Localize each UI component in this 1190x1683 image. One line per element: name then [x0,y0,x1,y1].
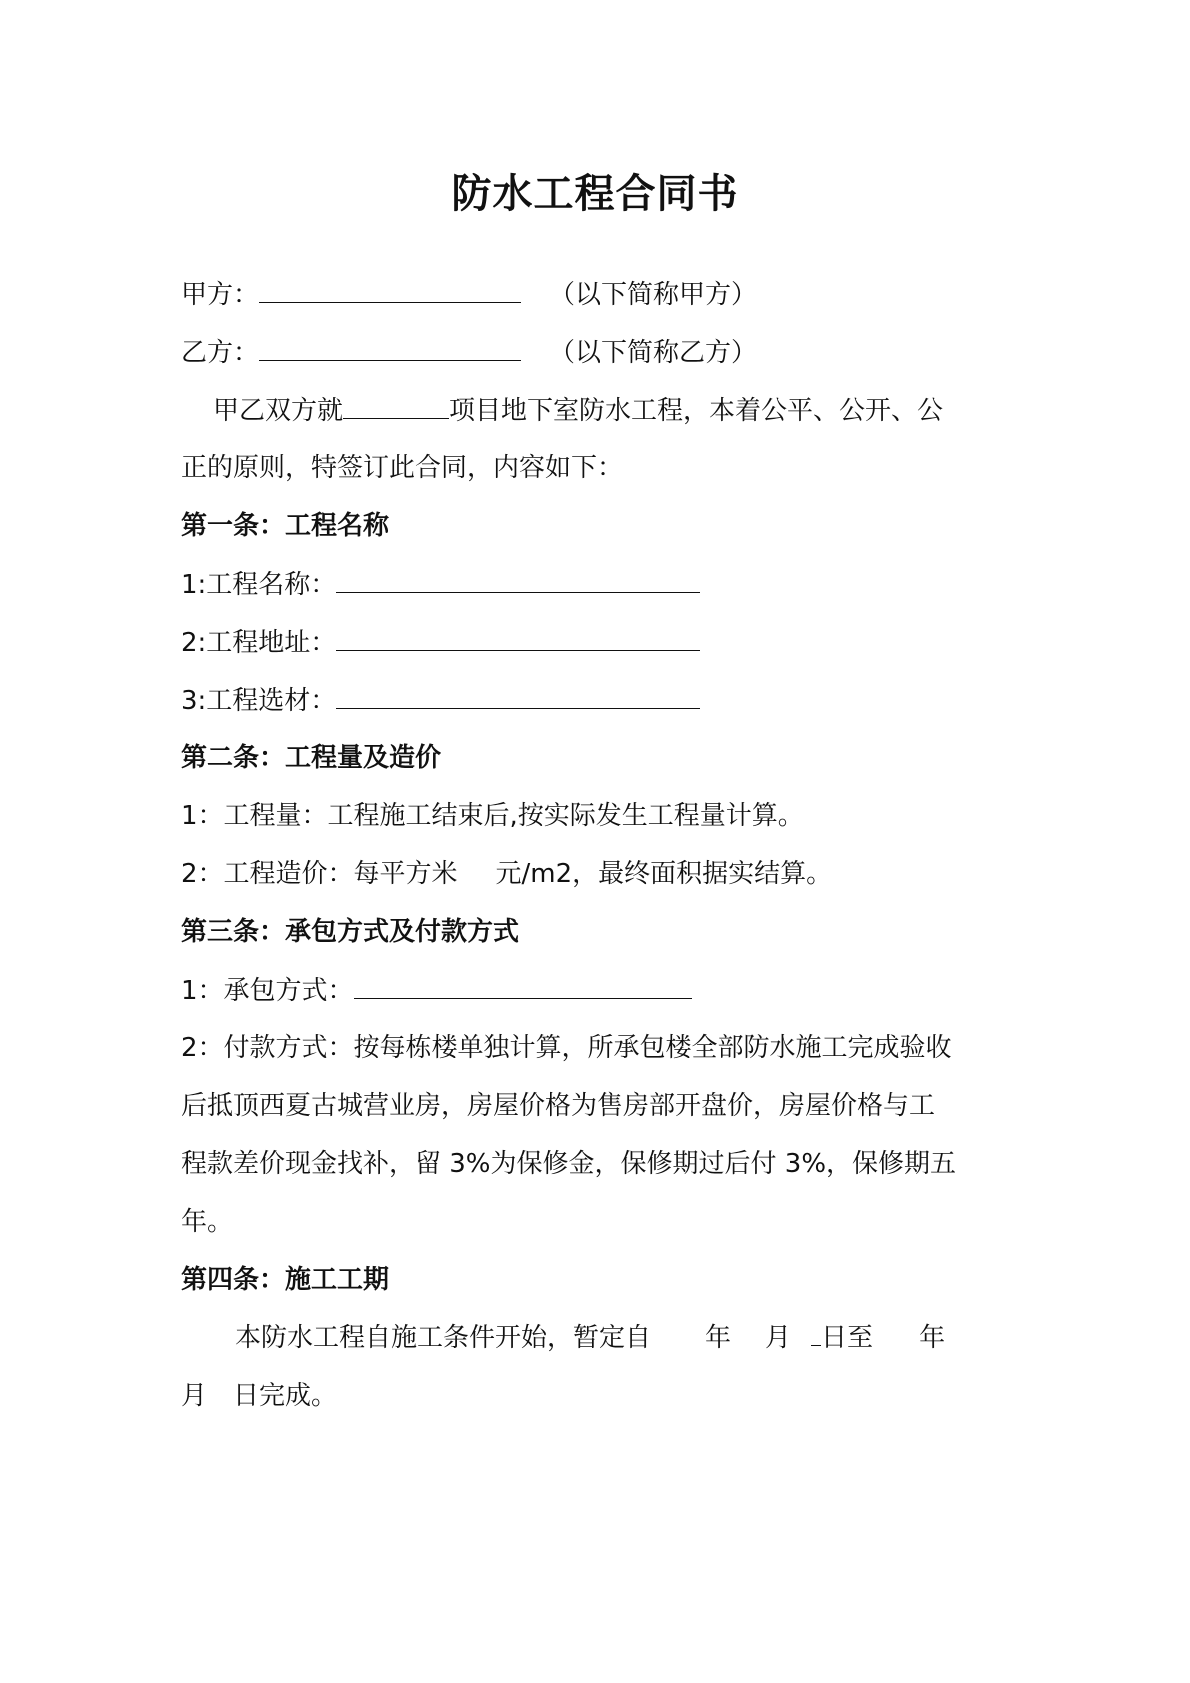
article-1-heading: 第一条：工程名称 [181,511,390,541]
item-label: 2:工程地址： [181,628,337,658]
article-1-item-2 [181,624,700,661]
party-b-blank [259,334,521,361]
party-a-line [181,276,757,313]
article-3-heading: 第三条：承包方式及付款方式 [181,917,520,947]
article-3-item-1 [181,972,692,1009]
party-a-label: 甲方： [181,280,260,310]
article-2-heading: 第二条：工程量及造价 [181,743,442,773]
article-3-item-2-line-4: 年。 [181,1207,234,1237]
article-1-item-3 [181,682,700,719]
contract-method-field [354,972,692,999]
end-day-label: 日完成。 [233,1381,338,1411]
price-text-start: 2：工程造价：每平方米 [181,859,458,889]
project-material-field [336,682,700,709]
project-name-field [336,566,700,593]
start-year-label: 年 [705,1323,732,1353]
article-4-line-2 [181,1378,337,1414]
article-1-item-1 [181,566,700,603]
end-year-label: 年 [919,1323,946,1353]
article-4-heading: 第四条：施工工期 [181,1265,390,1295]
party-b-note: （以下简称乙方） [549,338,758,368]
price-text-end: 元/m2，最终面积据实结算。 [495,859,833,889]
party-b-label: 乙方： [181,338,260,368]
party-a-blank [259,276,521,303]
start-month-label: 月 [765,1323,792,1353]
intro-line-2: 正的原则，特签订此合同，内容如下： [181,453,624,483]
intro-line-1 [213,392,943,429]
article-4-line-1 [235,1320,945,1356]
party-b-line [181,334,757,371]
start-day-label: 日至 [821,1323,874,1353]
party-a-note: （以下简称甲方） [549,280,758,310]
article-2-item-2 [181,856,832,892]
article-3-item-2-line-3: 程款差价现金找补，留 3%为保修金，保修期过后付 3%，保修期五 [181,1149,957,1179]
article-3-item-2-line-1: 2：付款方式：按每栋楼单独计算，所承包楼全部防水施工完成验收 [181,1033,952,1063]
schedule-text: 本防水工程自施工条件开始，暂定自 [235,1323,652,1353]
article-3-item-2-line-2: 后抵顶西夏古城营业房，房屋价格为售房部开盘价，房屋价格与工 [181,1091,936,1121]
item-label: 1:工程名称： [181,570,337,600]
end-month-label: 月 [181,1381,208,1411]
contract-method-label: 1：承包方式： [181,976,354,1006]
item-label: 3:工程选材： [181,686,337,716]
start-day-blank [811,1325,821,1346]
article-2-item-1: 1：工程量：工程施工结束后,按实际发生工程量计算。 [181,801,804,831]
project-name-blank [343,392,449,419]
intro-text-start: 甲乙双方就 [213,396,344,426]
intro-text-end: 项目地下室防水工程，本着公平、公开、公 [449,396,944,426]
project-address-field [336,624,700,651]
document-title: 防水工程合同书 [451,171,739,217]
